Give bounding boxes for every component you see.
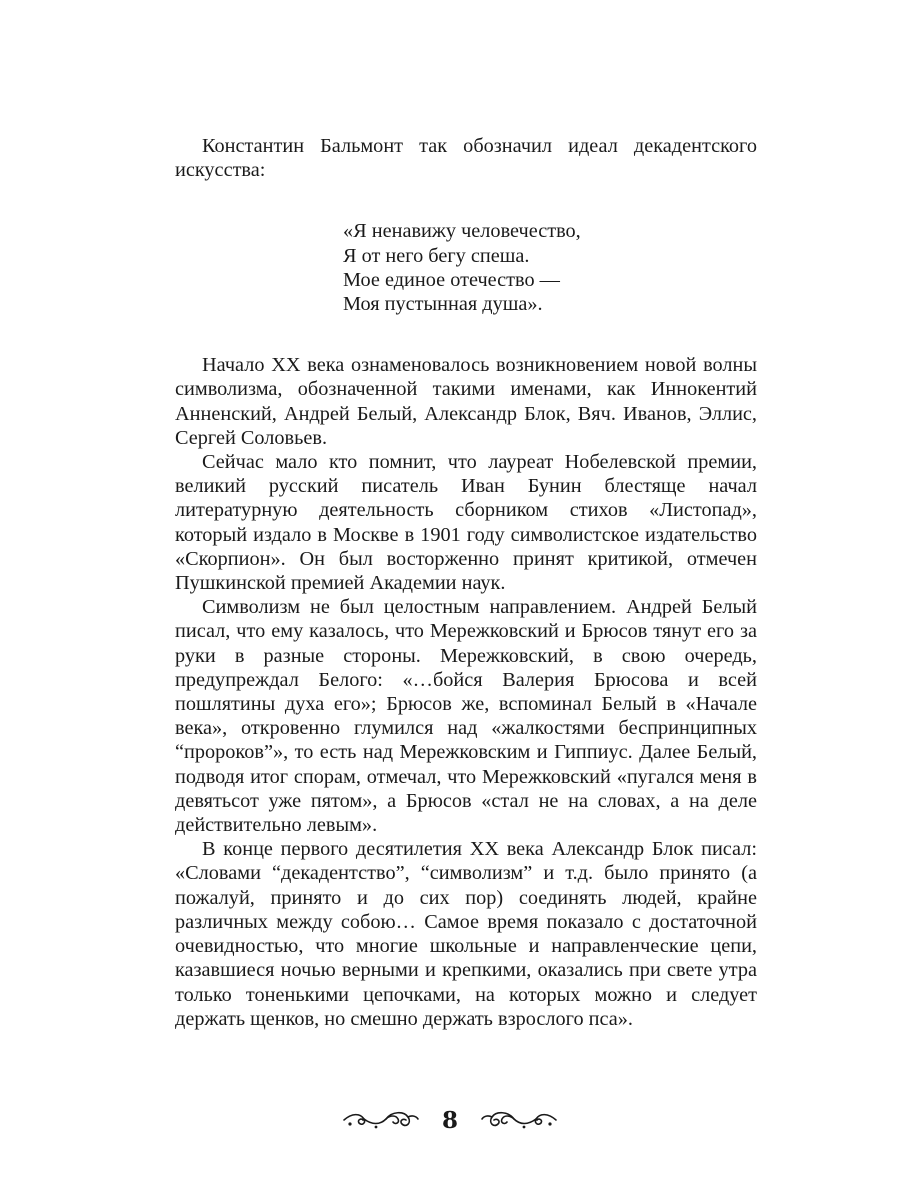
poem-line: Я от него бегу спеша. <box>343 244 530 267</box>
body-paragraph: Сейчас мало кто помнит, что лауреат Нобелевской премии, великий русский писатель Иван Бунин блестяще начал литературную деятельность сборником стихов «Листопад», который издало в Москве в 1901 году символистское издательство «Скорпион». Он был восторженно принят критикой, отмечен Пушкинской премией Академии наук. <box>175 451 757 595</box>
poem-line: Моя пустынная душа». <box>343 293 543 316</box>
poem-line: Мое единое отечество — <box>343 268 560 291</box>
flourish-left-icon <box>342 1107 420 1133</box>
page-footer <box>0 1100 900 1140</box>
body-paragraph: В конце первого десятилетия XX века Александр Блок писал: «Словами “декадентство”, “символизм” и т.д. было принято (а пожалуй, принято и до сих пор) соединять людей, крайне различных между собою… Самое время показало с достаточной очевидностью, что многие школьные и направленческие цепи, казавшиеся ночью верными и крепкими, оказались при свете утра только тоненькими цепочками, на которых можно и следует держать щенков, но смешно держать взрослого пса». <box>175 838 757 1030</box>
body-paragraph: Символизм не был целостным направлением. Андрей Белый писал, что ему казалось, что Мережковский и Брюсов тянут его за руки в разные стороны. Мережковский, в свою очередь, предупреждал Белого: «…бойся Валерия Брюсова и всей пошлятины духа его»; Брюсов же, вспоминал Белый в «Начале века», откровенно глумился над «жалкостями беспринципных “пророков”», то есть над Мережковским и Гиппиус. Далее Белый, подводя итог спорам, отмечал, что Мережковский «пугался меня в девятьсот уже пятом», а Брюсов «стал не на словах, а на деле действительно левым». <box>175 596 757 837</box>
body-paragraph: Начало XX века ознаменовалось возникновением новой волны символизма, обозначенной такими именами, как Иннокентий Анненский, Андрей Белый, Александр Блок, Вяч. Иванов, Эллис, Сергей Соловьев. <box>175 354 757 449</box>
poem-quote <box>343 219 757 316</box>
page-body <box>175 134 757 1031</box>
poem-line: «Я ненавижу человечество, <box>343 220 581 243</box>
intro-paragraph: Константин Бальмонт так обозначил идеал декадентского искусства: <box>175 135 757 182</box>
flourish-right-icon <box>480 1107 558 1133</box>
page-number: 8 <box>441 1106 458 1134</box>
